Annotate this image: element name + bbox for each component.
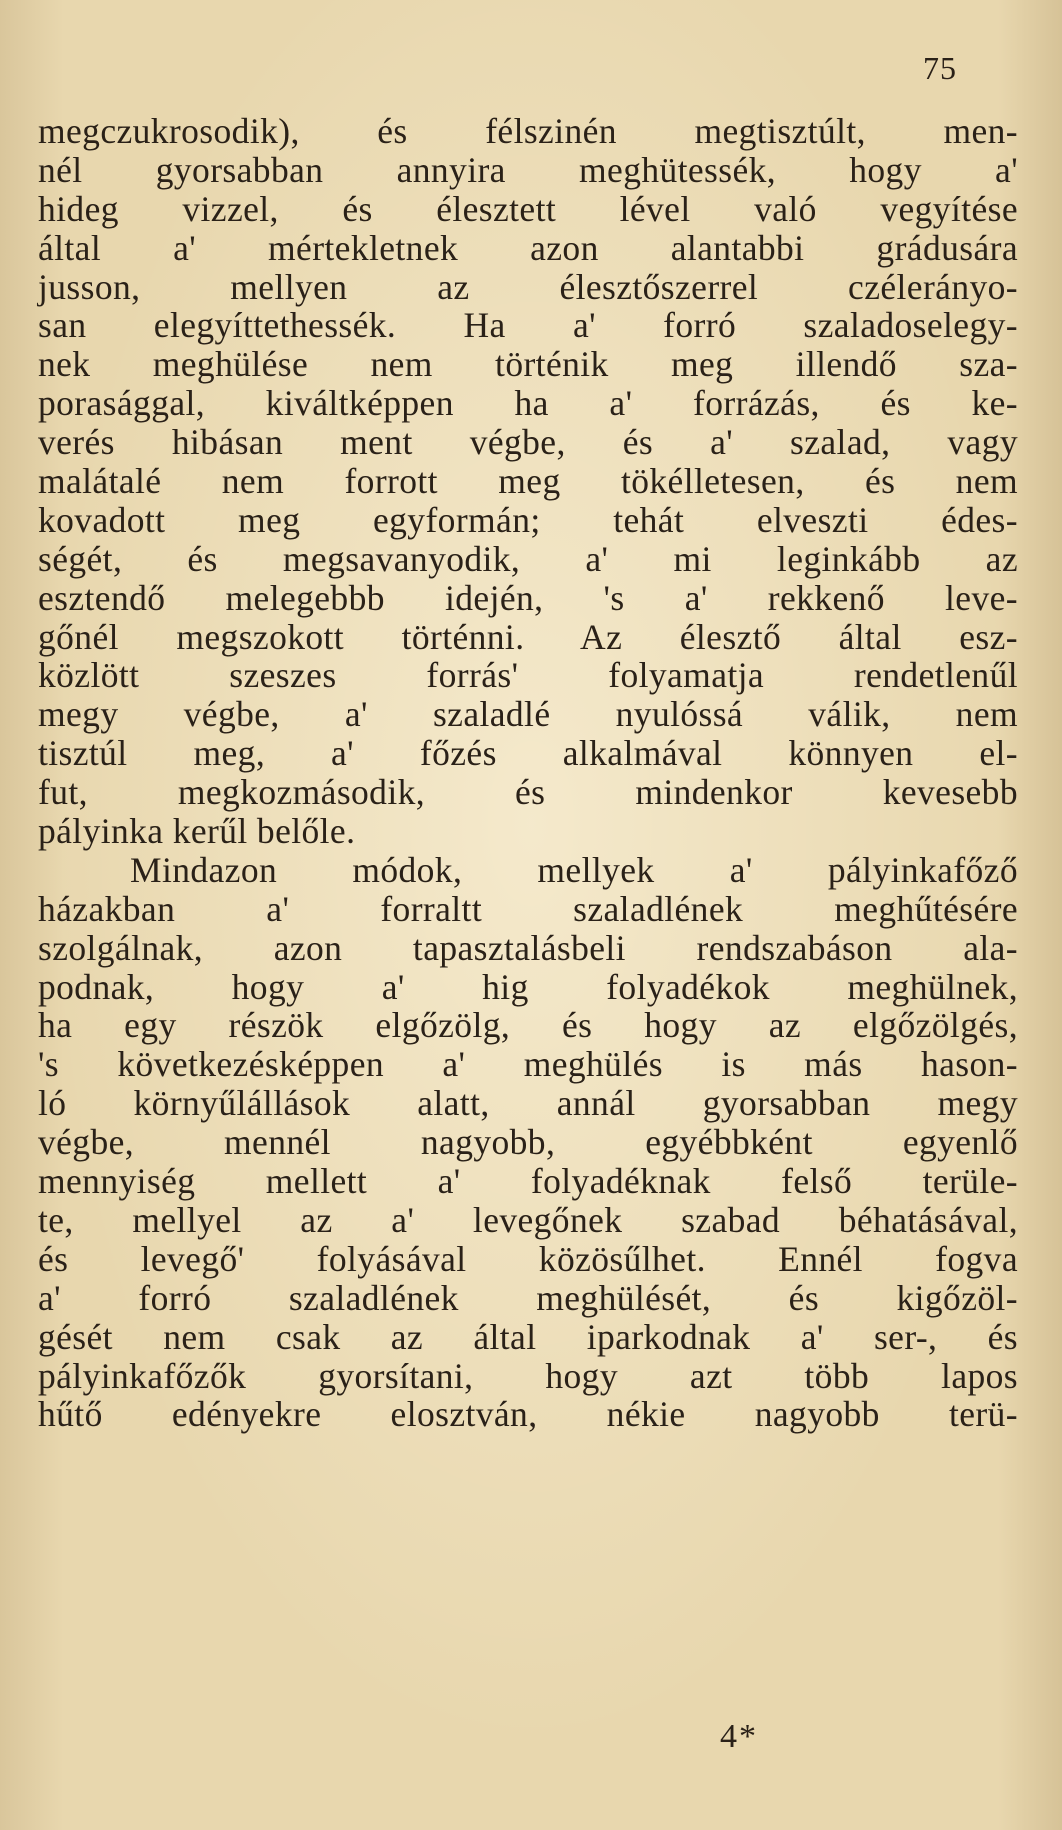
text-line: tisztúl meg, a' főzés alkalmával könnyen el- bbox=[38, 733, 1018, 774]
text-line: verés hibásan ment végbe, és a' szalad, vagy bbox=[38, 422, 1018, 463]
text-line: közlött szeszes forrás' folyamatja rendetlenűl bbox=[38, 655, 1018, 696]
text-line: porasággal, kiváltképpen ha a' forrázás, és ke- bbox=[38, 383, 1018, 424]
text-line: mennyiség mellett a' folyadéknak felső terüle- bbox=[38, 1161, 1018, 1202]
text-line: 's következésképpen a' meghülés is más hason- bbox=[38, 1044, 1018, 1085]
text-line: Mindazon módok, mellyek a' pályinkafőző bbox=[130, 849, 1018, 890]
text-line: kovadott meg egyformán; tehát elveszti édes- bbox=[38, 499, 1018, 540]
text-line: pályinka kerűl belőle. bbox=[38, 811, 356, 852]
text-line: a' forró szaladlének meghülését, és kigőzöl- bbox=[38, 1277, 1018, 1318]
text-line: szolgálnak, azon tapasztalásbeli rendszabáson ala- bbox=[38, 927, 1018, 968]
text-line: végbe, mennél nagyobb, egyébbként egyenlő bbox=[38, 1122, 1018, 1163]
signature-mark: 4* bbox=[720, 1718, 758, 1755]
text-line: hűtő edényekre elosztván, nékie nagyobb terü- bbox=[38, 1394, 1018, 1435]
text-line: nek meghülése nem történik meg illendő sza- bbox=[38, 344, 1018, 385]
text-line: megy végbe, a' szaladlé nyulóssá válik, nem bbox=[38, 694, 1018, 735]
text-line: te, mellyel az a' levegőnek szabad béhatásával, bbox=[38, 1199, 1018, 1240]
page-number: 75 bbox=[923, 50, 957, 86]
text-line: és levegő' folyásával közösűlhet. Ennél fogva bbox=[38, 1238, 1018, 1279]
text-line: pályinkafőzők gyorsítani, hogy azt több lapos bbox=[38, 1355, 1018, 1396]
text-line: gését nem csak az által iparkodnak a' ser-, és bbox=[38, 1316, 1018, 1357]
text-line: megczukrosodik), és félszinén megtisztúlt, men- bbox=[38, 111, 1018, 151]
text-line: esztendő melegebbb idején, 's a' rekkenő leve- bbox=[38, 577, 1018, 618]
body-text bbox=[38, 112, 1018, 1434]
text-line: malátalé nem forrott meg tökélletesen, és nem bbox=[38, 461, 1018, 502]
text-line: hideg vizzel, és élesztett lével való vegyítése bbox=[38, 188, 1018, 229]
text-line: által a' mértekletnek azon alantabbi grádusára bbox=[38, 227, 1018, 268]
text-line: ló környűlállások alatt, annál gyorsabban megy bbox=[38, 1083, 1018, 1124]
text-line: házakban a' forraltt szaladlének meghűtésére bbox=[38, 888, 1018, 929]
paragraph-1 bbox=[38, 112, 1018, 851]
paragraph-2 bbox=[38, 851, 1018, 1434]
text-line: san elegyíttethessék. Ha a' forró szaladoselegy- bbox=[38, 305, 1018, 346]
text-line: ségét, és megsavanyodik, a' mi leginkább az bbox=[38, 538, 1018, 579]
text-line: jusson, mellyen az élesztőszerrel czélerányo- bbox=[38, 266, 1018, 307]
text-line: fut, megkozmásodik, és mindenkor kevesebb bbox=[38, 772, 1018, 813]
text-line: nél gyorsabban annyira meghütessék, hogy a' bbox=[38, 149, 1018, 190]
text-line: ha egy részök elgőzölg, és hogy az elgőzölgés, bbox=[38, 1005, 1018, 1046]
text-line: podnak, hogy a' hig folyadékok meghülnek, bbox=[38, 966, 1018, 1007]
text-line: gőnél megszokott történni. Az élesztő által esz- bbox=[38, 616, 1018, 657]
